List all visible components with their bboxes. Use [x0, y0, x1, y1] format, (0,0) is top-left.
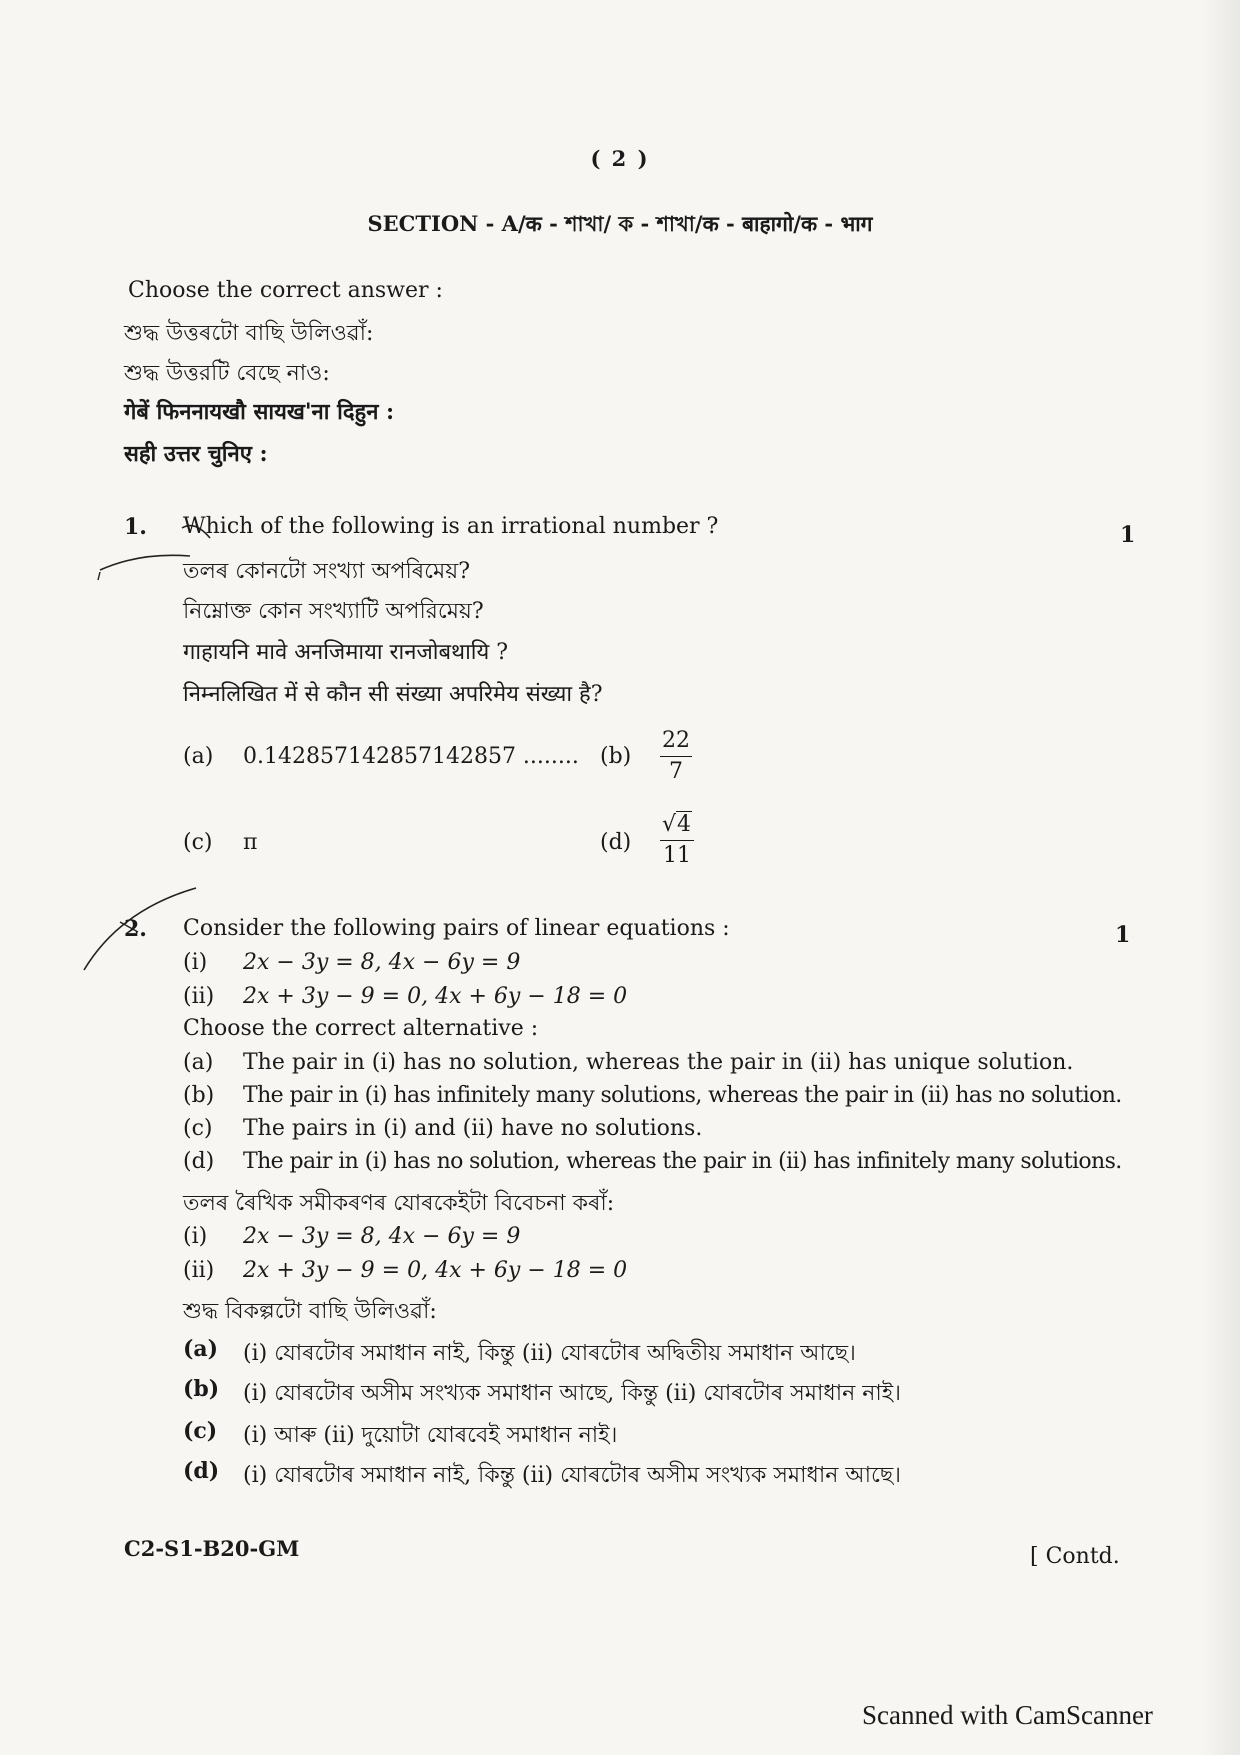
- q1-option-d-label: (d): [600, 830, 632, 855]
- q1-text-as: তলৰ কোনটো সংখ্যা অপৰিমেয়?: [183, 559, 470, 584]
- instruction-as: শুদ্ধ উত্তৰটো বাছি উলিওৱাঁ:: [124, 321, 374, 346]
- q1-option-d-fraction: [660, 810, 694, 871]
- q2-option-en-d-label: (d): [183, 1149, 215, 1174]
- scanner-watermark: Scanned with CamScanner: [862, 1700, 1153, 1730]
- q2-option-as-d-label: (d): [183, 1458, 220, 1484]
- q2-marks: 1: [1115, 922, 1131, 948]
- q2-eq1: 2x − 3y = 8, 4x − 6y = 9: [243, 950, 521, 975]
- q2-intro-en: Consider the following pairs of linear equations :: [183, 916, 730, 941]
- instruction-bn: শুদ্ধ উত্তরটি বেছে নাও:: [124, 361, 330, 386]
- q1-text-bodo: गाहायनि मावे अनजिमाया रानजोबथायि ?: [183, 640, 509, 665]
- sqrt-radicand: 4: [677, 812, 692, 837]
- q1-option-b-label: (b): [600, 744, 632, 769]
- q2-choose-en: Choose the correct alternative :: [183, 1016, 539, 1041]
- q2-option-as-a-label: (a): [183, 1336, 219, 1362]
- q2-eq2: 2x + 3y − 9 = 0, 4x + 6y − 18 = 0: [243, 984, 628, 1009]
- q2-option-en-b: The pair in (i) has infinitely many solutions, whereas the pair in (ii) has no solution.: [243, 1083, 1122, 1108]
- q2-option-en-d: The pair in (i) has no solution, whereas the pair in (ii) has infinitely many solutions.: [243, 1149, 1122, 1174]
- q2-choose-as: শুদ্ধ বিকল্পটো বাছি উলিওৱাঁ:: [183, 1299, 437, 1324]
- instruction-en: Choose the correct answer :: [128, 278, 443, 303]
- q1-number: 1.: [124, 514, 147, 540]
- q2-eq2-label: (ii): [183, 984, 215, 1009]
- q2-option-as-a: (i) যোৰটোৰ সমাধান নাই, কিন্তু (ii) যোৰটোৰ অদ্বিতীয় সমাধান আছে।: [243, 1341, 856, 1366]
- q2-option-en-c: The pairs in (i) and (ii) have no solutions.: [243, 1116, 703, 1141]
- q2-option-as-b-label: (b): [183, 1376, 220, 1402]
- q1-text-bn: নিম্নোক্ত কোন সংখ্যাটি অপরিমেয়?: [183, 599, 484, 624]
- q2-option-en-c-label: (c): [183, 1116, 213, 1141]
- q2-number: 2.: [124, 916, 147, 942]
- q2-eq1-label: (i): [183, 950, 208, 975]
- q2-option-as-c: (i) আৰু (ii) দুয়োটা যোৰবেই সমাধান নাই।: [243, 1423, 618, 1448]
- q2-option-as-b: (i) যোৰটোৰ অসীম সংখ্যক সমাধান আছে, কিন্তু (ii) যোৰটোৰ সমাধান নাই।: [243, 1381, 902, 1406]
- q1-option-a-label: (a): [183, 744, 214, 769]
- fraction-numerator: [660, 810, 694, 841]
- q2-eq2-as: 2x + 3y − 9 = 0, 4x + 6y − 18 = 0: [243, 1258, 628, 1283]
- q1-marks: 1: [1120, 522, 1136, 548]
- instruction-hi: सही उत्तर चुनिए :: [124, 441, 268, 467]
- q2-intro-as: তলৰ ৰৈখিক সমীকৰণৰ যোৰকেইটা বিবেচনা কৰাঁ:: [183, 1191, 615, 1216]
- paper-code: C2-S1-B20-GM: [124, 1536, 300, 1561]
- q2-option-en-a-label: (a): [183, 1050, 214, 1075]
- q2-option-as-d: (i) যোৰটোৰ সমাধান নাই, কিন্তু (ii) যোৰটোৰ অসীম সংখ্যক সমাধান আছে।: [243, 1463, 902, 1488]
- q1-option-b-fraction: [660, 726, 692, 787]
- q2-eq1-as: 2x − 3y = 8, 4x − 6y = 9: [243, 1224, 521, 1249]
- q2-eq1-label-as: (i): [183, 1224, 208, 1249]
- q1-text-en: Which of the following is an irrational number ?: [183, 514, 719, 539]
- q1-option-a-value: 0.142857142857142857 ........: [243, 744, 579, 769]
- sqrt-icon: √: [662, 812, 677, 837]
- page-number: ( 2 ): [590, 146, 650, 171]
- q2-eq2-label-as: (ii): [183, 1258, 215, 1283]
- q2-option-as-c-label: (c): [183, 1418, 218, 1444]
- q1-option-c-label: (c): [183, 830, 213, 855]
- q2-option-en-b-label: (b): [183, 1083, 215, 1108]
- q1-text-hi: निम्नलिखित में से कौन सी संख्या अपरिमेय संख्या है?: [183, 682, 603, 707]
- q1-option-c-value: π: [243, 830, 258, 855]
- fraction-numerator: 22: [660, 726, 692, 757]
- instruction-bodo: गेबें फिननायखौ सायख'ना दिहुन :: [124, 399, 395, 425]
- q2-option-en-a: The pair in (i) has no solution, whereas the pair in (ii) has unique solution.: [243, 1050, 1074, 1075]
- fraction-denominator: 11: [663, 843, 692, 868]
- section-heading: SECTION - A/क - শাখা/ ক - শাখা/क - बाहागो/क - भाग: [367, 211, 873, 236]
- fraction-denominator: 7: [669, 759, 683, 784]
- continued-label: [ Contd.: [1030, 1544, 1120, 1569]
